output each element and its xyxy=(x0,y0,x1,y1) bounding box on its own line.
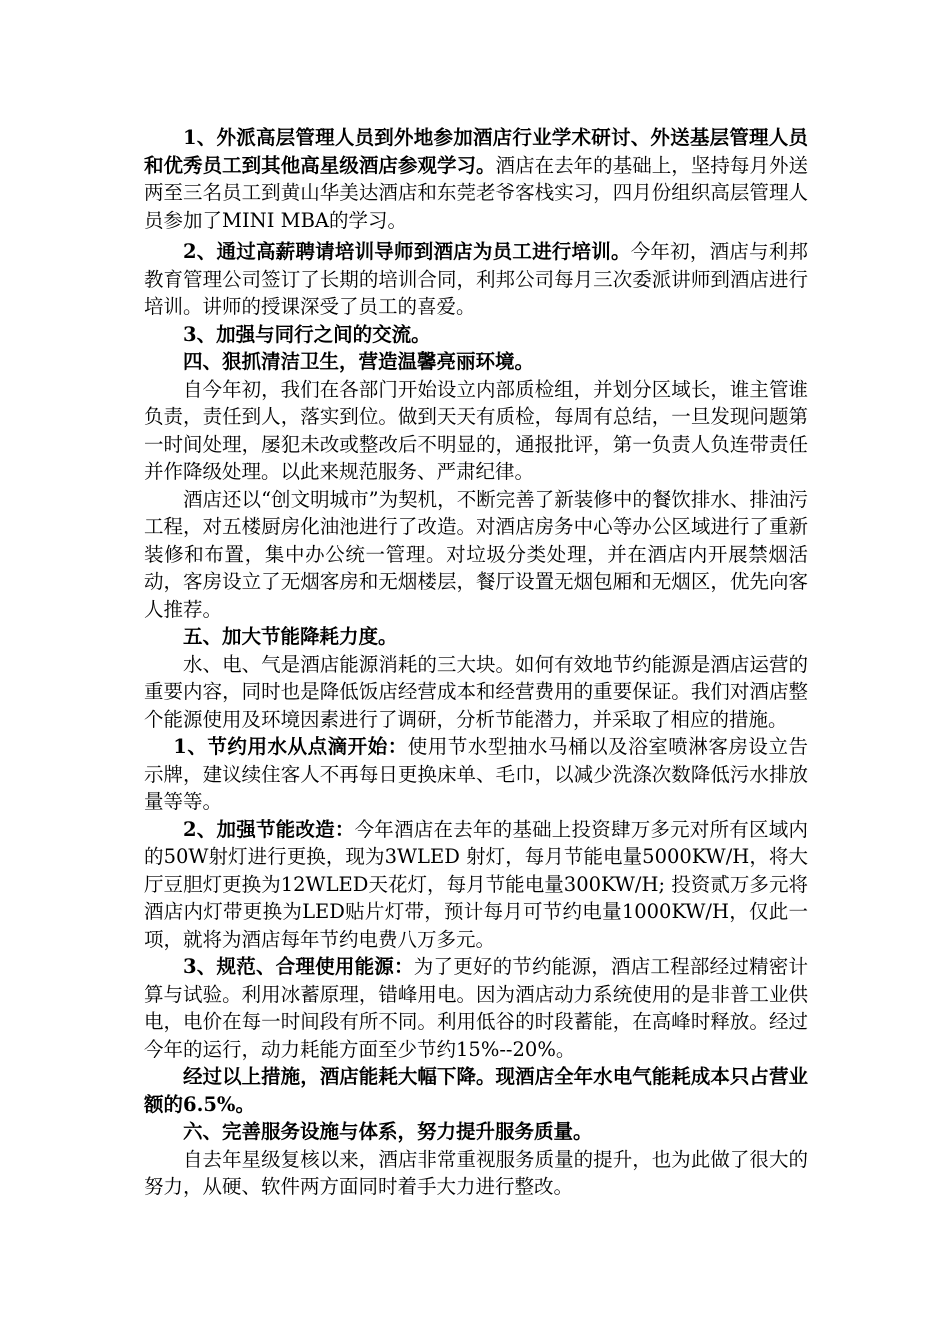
summary-text: 经过以上措施，酒店能耗大幅下降。现酒店全年水电气能耗成本只占营业额的6.5%。 xyxy=(144,1065,808,1116)
paragraph-text: 使用节水型抽水马桶以及浴室喷淋客房设立告示牌，建议续住客人不再每日更换床单、毛巾，以减少洗涤次数降低污水排放量等等。 xyxy=(144,735,808,813)
section-heading-text: 五、加大节能降耗力度。 xyxy=(183,625,398,648)
paragraph xyxy=(144,124,808,234)
paragraph xyxy=(144,238,808,321)
paragraph-text: 自去年星级复核以来，酒店非常重视服务质量的提升，也为此做了很大的努力，从硬、软件两方面同时着手大力进行整改。 xyxy=(144,1147,808,1198)
paragraph-text: 酒店还以“创文明城市”为契机，不断完善了新装修中的餐饮排水、排油污工程，对五楼厨房化油池进行了改造。对酒店房务中心等办公区域进行了重新装修和布置，集中办公统一管理。对垃圾分类处理，并在酒店内开展禁烟活动，客房设立了无烟客房和无烟楼层，餐厅设置无烟包厢和无烟区，优先向客人推荐。 xyxy=(144,487,808,621)
paragraph-text: 今年初，酒店与利邦教育管理公司签订了长期的培训合同，利邦公司每月三次委派讲师到酒店进行培训。讲师的授课深受了员工的喜爱。 xyxy=(144,240,808,318)
paragraph xyxy=(144,651,808,734)
paragraph-text: 今年酒店在去年的基础上投资肆万多元对所有区域内的50W射灯进行更换，现为3WLED 射灯，每月节能电量5000KW/H，将大厅豆胆灯更换为12WLED天花灯，每月节能电量300KW/H; 投资贰万多元将酒店内灯带更换为LED贴片灯带，预计每月可节约电量1000KW/H，仅此一项，就将为酒店每年节约电费八万多元。 xyxy=(144,817,808,951)
paragraph-heading: 3、加强与同行之间的交流。 xyxy=(183,322,431,346)
paragraph-heading: 3、规范、合理使用能源： xyxy=(183,955,414,978)
paragraph xyxy=(144,321,808,349)
section-heading xyxy=(144,348,808,376)
paragraph-heading: 1、节约用水从点滴开始： xyxy=(173,735,408,758)
paragraph xyxy=(144,733,808,816)
section-heading xyxy=(144,623,808,651)
paragraph-text: 为了更好的节约能源，酒店工程部经过精密计算与试验。利用冰蓄原理，错峰用电。因为酒店动力系统使用的是非普工业供电，电价在每一时间段有所不同。利用低谷的时段蓄能，在高峰时释放。经过今年的运行，动力耗能方面至少节约15%--20%。 xyxy=(144,955,808,1061)
section-heading-text: 六、完善服务设施与体系，努力提升服务质量。 xyxy=(183,1120,593,1143)
paragraph xyxy=(144,486,808,624)
paragraph-text: 自今年初，我们在各部门开始设立内部质检组，并划分区域长，谁主管谁负责，责任到人，落实到位。做到天天有质检，每周有总结，一旦发现问题第一时间处理，屡犯未改或整改后不明显的，通报批评，第一负责人负连带责任并作降级处理。以此来规范服务、严肃纪律。 xyxy=(144,377,808,483)
paragraph-text: 酒店在去年的基础上，坚持每月外送两至三名员工到黄山华美达酒店和东莞老爷客栈实习，四月份组织高层管理人员参加了MINI MBA的学习。 xyxy=(144,153,808,232)
summary-paragraph xyxy=(144,1063,808,1118)
document-page xyxy=(144,124,808,1201)
section-heading xyxy=(144,1118,808,1146)
paragraph-text: 水、电、气是酒店能源消耗的三大块。如何有效地节约能源是酒店运营的重要内容，同时也是降低饭店经营成本和经营费用的重要保证。我们对酒店整个能源使用及环境因素进行了调研，分析节能潜力，并采取了相应的措施。 xyxy=(144,652,808,731)
paragraph-heading: 2、通过高薪聘请培训导师到酒店为员工进行培训。 xyxy=(183,240,631,263)
paragraph xyxy=(144,816,808,954)
section-heading-text: 四、狠抓清洁卫生，营造温馨亮丽环境。 xyxy=(183,350,535,373)
paragraph xyxy=(144,953,808,1063)
paragraph xyxy=(144,376,808,486)
paragraph xyxy=(144,1146,808,1201)
paragraph-heading: 2、加强节能改造： xyxy=(183,817,355,841)
paragraph-heading: 1、外派高层管理人员到外地参加酒店行业学术研讨、外送基层管理人员和优秀员工到其他高星级酒店参观学习。 xyxy=(144,126,808,177)
